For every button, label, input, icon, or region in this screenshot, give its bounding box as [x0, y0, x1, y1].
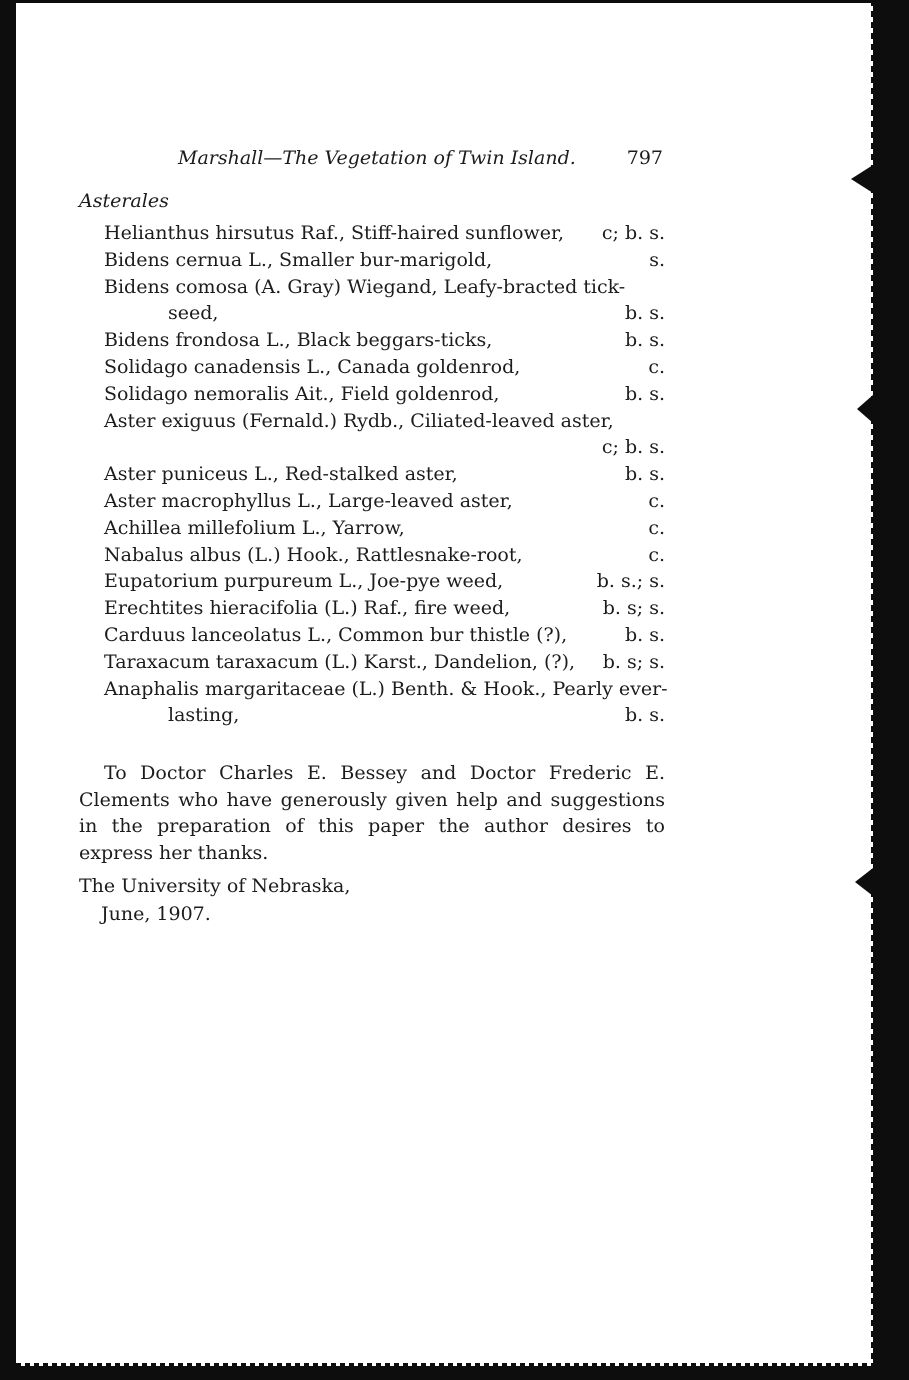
page-tear-mark	[855, 868, 873, 896]
species-entry	[104, 622, 665, 649]
species-entry	[104, 327, 665, 354]
signature-institution: The University of Nebraska,	[79, 875, 351, 897]
species-entry	[104, 300, 665, 327]
species-name: seed,	[168, 302, 219, 325]
species-entry	[104, 274, 665, 301]
habitat-code: b. s.	[624, 463, 665, 486]
signature-date: June, 1907.	[101, 903, 211, 925]
species-name: Bidens cernua L., Smaller bur-marigold,	[104, 248, 493, 271]
habitat-code: c.	[648, 489, 665, 512]
running-title: Marshall—The Vegetation of Twin Island.	[178, 147, 576, 169]
scan-border-top	[0, 0, 909, 3]
species-name: Bidens frondosa L., Black beggars-ticks,	[104, 329, 493, 352]
species-entry	[104, 408, 665, 435]
species-name: Helianthus hirsutus Raf., Stiff-haired sunflower,	[104, 222, 565, 244]
species-name: Taraxacum taraxacum (L.) Karst., Dandelion, (?),	[104, 650, 576, 673]
page-tear-mark	[851, 165, 873, 193]
species-name: Achillea millefolium L., Yarrow,	[104, 516, 405, 539]
species-entry	[104, 595, 665, 622]
species-entry	[104, 461, 665, 488]
running-header	[178, 147, 663, 169]
habitat-code: c.	[648, 543, 665, 566]
scan-border-bottom	[16, 1366, 873, 1380]
species-name: Eupatorium purpureum L., Joe-pye weed,	[104, 570, 504, 593]
species-name: Aster macrophyllus L., Large-leaved aster,	[104, 489, 513, 512]
species-entry	[104, 220, 665, 247]
species-name: Carduus lanceolatus L., Common bur thistle (?),	[104, 623, 568, 646]
habitat-code: c; b. s.	[601, 222, 665, 244]
habitat-code: b. s; s.	[602, 597, 665, 620]
habitat-code: b. s.	[624, 302, 665, 325]
species-entry	[104, 488, 665, 515]
species-entry	[104, 702, 665, 729]
section-title: Asterales	[79, 190, 169, 212]
species-entry	[104, 434, 665, 461]
scan-border-left	[0, 0, 16, 1380]
species-name: Solidago canadensis L., Canada goldenrod,	[104, 355, 521, 378]
species-name: lasting,	[168, 704, 240, 727]
species-name: Erechtites hieracifolia (L.) Raf., fire weed,	[104, 597, 511, 620]
habitat-code: b. s.	[624, 623, 665, 646]
scan-border-right	[873, 0, 909, 1380]
species-entry	[104, 515, 665, 542]
habitat-code: b. s; s.	[602, 650, 665, 673]
habitat-code: b. s.	[624, 382, 665, 405]
page-tear-mark	[857, 395, 873, 423]
habitat-code: b. s.	[624, 704, 665, 727]
species-name: Bidens comosa (A. Gray) Wiegand, Leafy-bracted tick-	[104, 275, 626, 298]
species-name: Aster puniceus L., Red-stalked aster,	[104, 463, 458, 486]
species-entry	[104, 381, 665, 408]
scan-border-right-edge	[871, 0, 873, 1380]
species-name: Solidago nemoralis Ait., Field goldenrod,	[104, 382, 500, 405]
habitat-code: b. s.; s.	[596, 570, 665, 593]
species-name: Anaphalis margaritaceae (L.) Benth. & Hook., Pearly ever-	[104, 677, 668, 700]
species-list	[104, 220, 668, 729]
species-name: Nabalus albus (L.) Hook., Rattlesnake-root,	[104, 543, 523, 566]
species-entry	[104, 247, 665, 274]
species-entry	[104, 649, 665, 676]
habitat-code: c.	[648, 355, 665, 378]
habitat-code: c; b. s.	[601, 436, 665, 459]
scan-border-bottom-edge	[16, 1363, 873, 1366]
page-number: 797	[626, 147, 663, 169]
species-entry	[104, 354, 665, 381]
species-name: Aster exiguus (Fernald.) Rydb., Ciliated-leaved aster,	[104, 409, 614, 432]
habitat-code: b. s.	[624, 329, 665, 352]
acknowledgement-paragraph: To Doctor Charles E. Bessey and Doctor Frederic E. Clements who have generously given help and suggestions in the preparation of this paper the author desires to express her thanks.	[79, 762, 665, 864]
species-entry	[104, 542, 665, 569]
habitat-code: s.	[649, 248, 665, 271]
species-entry	[104, 676, 668, 703]
habitat-code: c.	[648, 516, 665, 539]
species-entry	[104, 568, 665, 595]
signature-block	[79, 872, 350, 928]
